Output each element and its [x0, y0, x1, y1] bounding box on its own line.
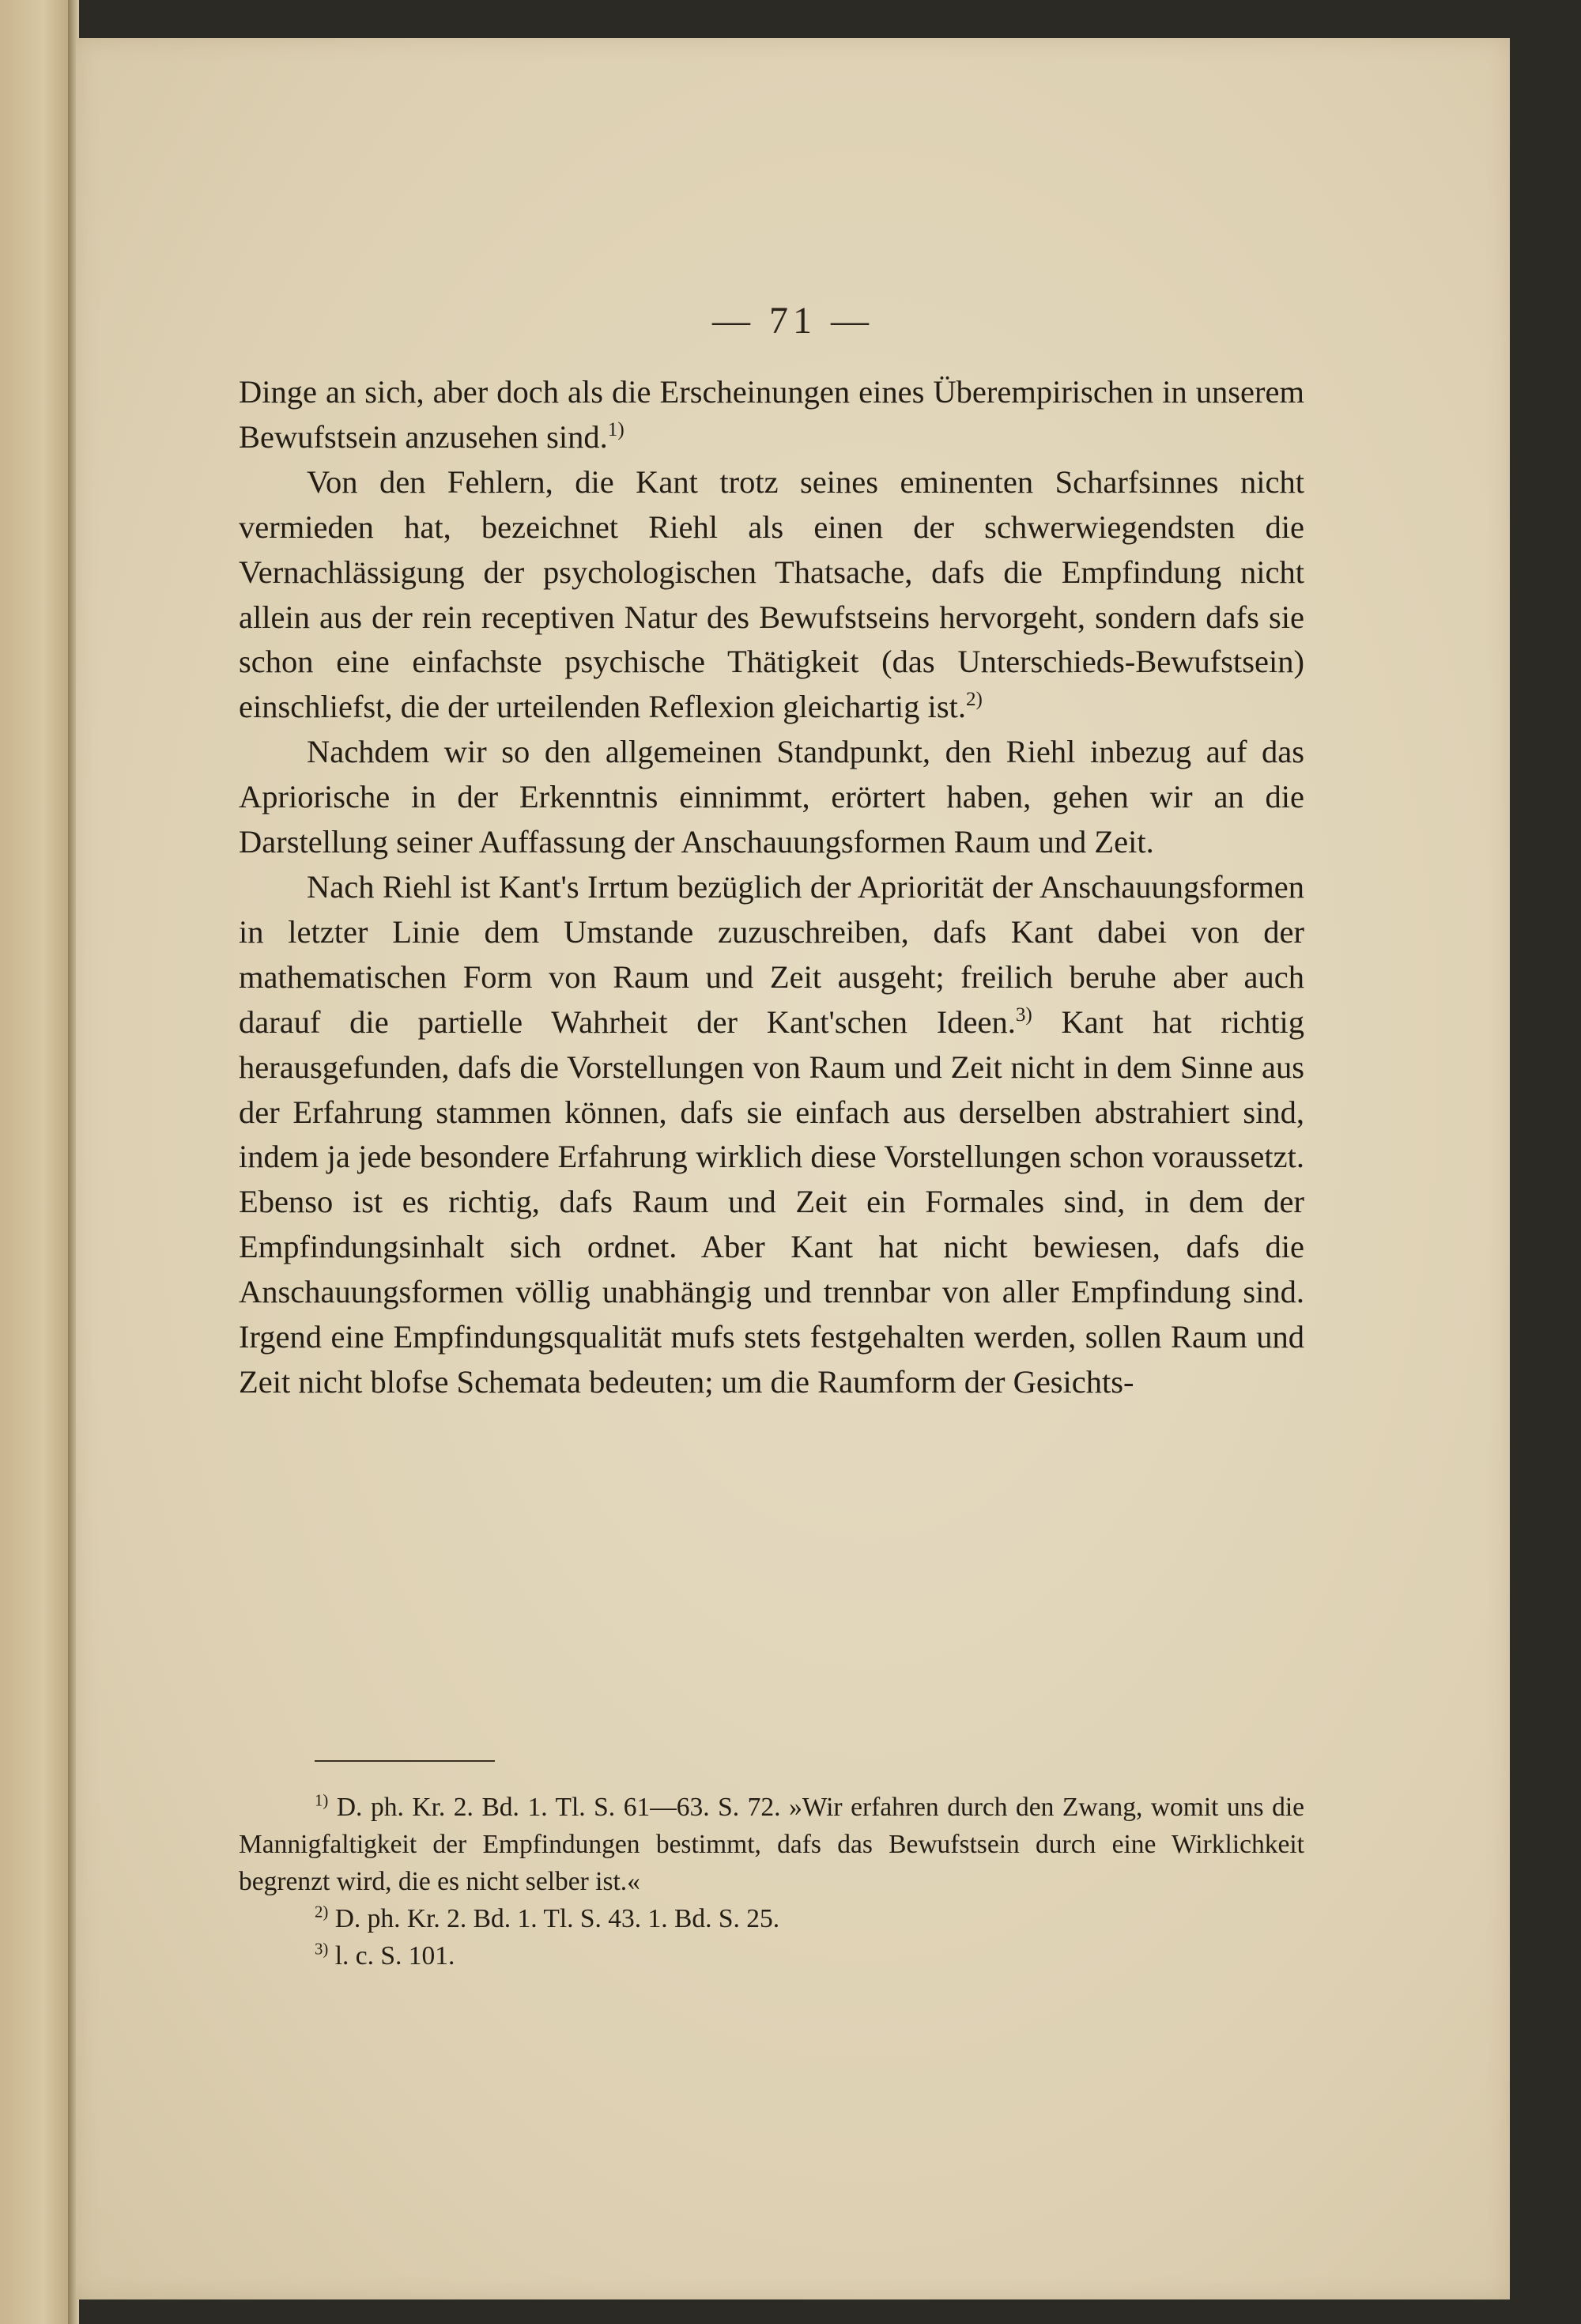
footnotes: [239, 1789, 1304, 1974]
footnote-3: $^{3)}$ l. c. S. 101.: [315, 1940, 455, 1971]
body-text: [239, 370, 1304, 1405]
footnote-1: $^{1)}$ D. ph. Kr. 2. Bd. 1. Tl. S. 61—63. S. 72. »Wir erfahren durch den Zwang, womit uns die Mannigfaltigkeit der Empfindungen bestimmt, dafs das Bewufstsein durch eine Wirklichkeit begrenzt wird, die es nicht selber ist.«: [239, 1791, 1305, 1896]
footnote-2: $^{2)}$ D. ph. Kr. 2. Bd. 1. Tl. S. 43. 1. Bd. S. 25.: [315, 1903, 780, 1933]
paragraph-2: Von den Fehlern, die Kant trotz seines eminenten Scharfsinnes nicht vermieden hat, bezeichnet Riehl als einen der schwerwiegendsten die Vernachlässigung der psychologischen Thatsache, dafs die Empfindung nicht allein aus der rein receptiven Natur des Bewufstseins hervorgeht, sondern dafs sie schon eine einfachste psychische Thätigkeit (das Unterschieds-Bewufstsein) einschliefst, die der urteilenden Reflexion gleichartig ist.$^{2)}$: [239, 463, 1304, 725]
book-page: [76, 38, 1510, 2299]
left-page-edge: [0, 0, 73, 2324]
paragraph-1: Dinge an sich, aber doch als die Erscheinungen eines Überempirischen in unserem Bewufstsein anzusehen sind.$^{1)}$: [239, 374, 1304, 455]
footnote-divider: [315, 1760, 495, 1762]
footnote-ref-3: 3): [1015, 1003, 1032, 1026]
paragraph-4: Nach Riehl ist Kant's Irrtum bezüglich der Apriorität der Anschauungsformen in letzter Linie dem Umstande zuzuschreiben, dafs Kant dabei von der mathematischen Form von Raum und Zeit ausgeht; freilich beruhe aber auch darauf die partielle Wahrheit der Kant'schen Ideen.$^{3)}$ Kant hat richtig herausgefunden, dafs die Vorstellungen von Raum und Zeit nicht in dem Sinne aus der Erfahrung stammen können, dafs sie einfach aus derselben abstrahiert sind, indem ja jede besondere Erfahrung wirklich diese Vorstellungen schon voraussetzt. Ebenso ist es richtig, dafs Raum und Zeit ein Formales sind, in dem der Empfindungsinhalt sich ordnet. Aber Kant hat nicht bewiesen, dafs die Anschauungsformen völlig unabhängig und trennbar von aller Empfindung sind. Irgend eine Empfindungsqualität mufs stets festgehalten werden, sollen Raum und Zeit nicht blofse Schemata bedeuten; um die Raumform der Gesichts-: [239, 868, 1304, 1400]
footnote-ref-1: 1): [607, 418, 624, 440]
paragraph-3: Nachdem wir so den allgemeinen Standpunkt, den Riehl inbezug auf das Apriorische in der Erkenntnis einnimmt, erörtert haben, gehen wir an die Darstellung seiner Auffassung der Anschauungsformen Raum und Zeit.: [239, 734, 1304, 860]
page-number: — 71 —: [712, 300, 874, 342]
footnote-ref-2: 2): [965, 689, 983, 711]
